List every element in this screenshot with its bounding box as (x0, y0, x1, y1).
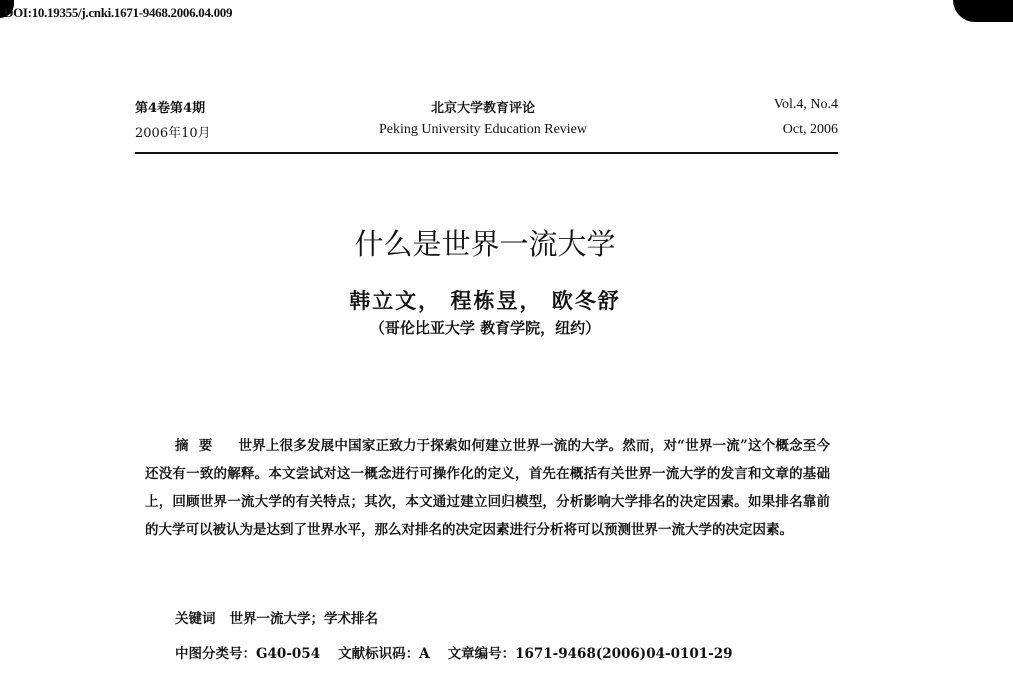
keywords-label: 关键词 (175, 611, 216, 627)
abstract-label: 摘要 (175, 438, 223, 454)
article-title: 什么是世界一流大学 (354, 227, 616, 261)
volume-cn: 第4卷第4期 (135, 101, 206, 116)
abstract (145, 432, 830, 544)
affiliation: （哥伦比亚大学 教育学院，纽约） (369, 319, 601, 337)
authors: 韩立文， 程栋昱， 欧冬舒 (349, 288, 621, 313)
date-cn: 2006年10月 (135, 126, 211, 141)
classification (175, 642, 751, 662)
doi: DOI:10.19355/j.cnki.1671-9468.2006.04.009 (4, 5, 233, 20)
date-en: Oct, 2006 (782, 122, 838, 137)
header-rule (135, 152, 838, 154)
volume-en: Vol.4, No.4 (773, 97, 838, 112)
journal-name-en: Peking University Education Review (378, 122, 588, 137)
keywords (175, 607, 378, 627)
scan-corner (953, 0, 1013, 22)
article-number: 文章编号：1671-9468(2006)04-0101-29 (447, 646, 733, 662)
journal-name-cn: 北京大学教育评论 (430, 101, 535, 116)
document-code: 文献标识码：A (338, 646, 430, 662)
keywords-text: 世界一流大学；学术排名 (229, 611, 378, 627)
clc-number: 中图分类号：G40-054 (175, 646, 321, 662)
abstract-text: 世界上很多发展中国家正致力于探索如何建立世界一流的大学。然而，对“世界一流”这个概念至今还没有一致的解释。本文尝试对这一概念进行可操作化的定义，首先在概括有关世界一流大学的发言和文章的基础上，回顾世界一流大学的有关特点；其次，本文通过建立回归模型，分析影响大学排名的决定因素。如果排名靠前的大学可以被认为是达到了世界水平，那么对排名的决定因素进行分析将可以预测世界一流大学的决定因素。 (145, 438, 830, 538)
